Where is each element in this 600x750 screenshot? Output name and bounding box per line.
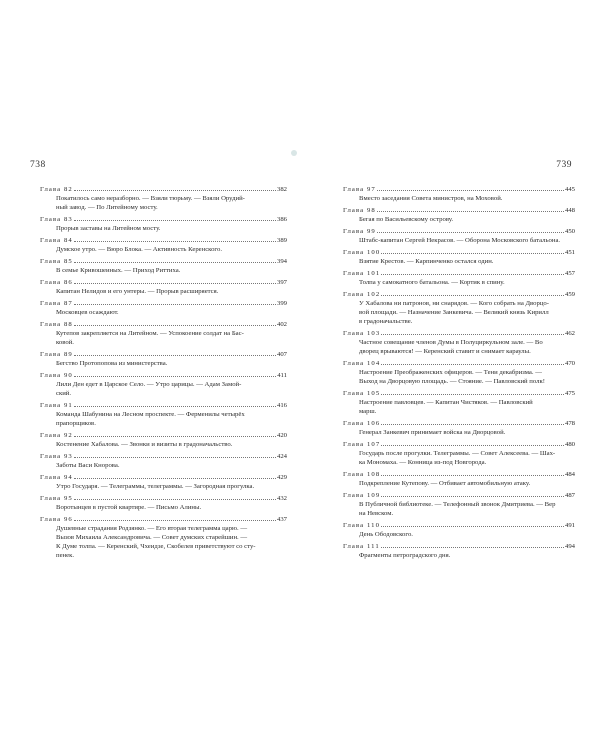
summary-line: Настроение павловцев. — Капитан Чистяков. — Павловский <box>359 399 533 406</box>
chapter-page-number: 451 <box>564 249 575 256</box>
chapter-page-number: 402 <box>276 321 287 328</box>
dot-leader <box>74 319 276 326</box>
chapter-summary <box>343 551 575 560</box>
toc-entry <box>40 235 287 254</box>
dot-leader <box>74 214 276 221</box>
toc-entry <box>343 490 575 518</box>
chapter-title: Глава 99 <box>343 228 376 235</box>
chapter-title: Глава 100 <box>343 249 381 256</box>
chapter-page-number: 450 <box>564 228 575 235</box>
chapter-summary <box>343 500 575 518</box>
toc-entry <box>40 370 287 398</box>
summary-line: Генерал Занкевич принимает войска на Дворцовой. <box>359 429 506 436</box>
toc-entry <box>343 328 575 356</box>
chapter-page-number: 457 <box>564 270 575 277</box>
chapter-heading <box>40 235 287 245</box>
chapter-summary <box>343 338 575 356</box>
toc-entry <box>40 256 287 275</box>
toc-entry <box>343 541 575 560</box>
chapter-heading <box>40 298 287 308</box>
summary-line: прапорщиков. <box>56 420 96 427</box>
chapter-heading <box>343 520 575 530</box>
chapter-title: Глава 90 <box>40 372 73 379</box>
chapter-page-number: 432 <box>276 495 287 502</box>
chapter-title: Глава 103 <box>343 330 381 337</box>
summary-line: Лили Ден едет в Царское Село. — Утро царицы. — Адам Замой- <box>56 381 242 388</box>
dot-leader <box>381 388 564 395</box>
summary-line: Утро Государя. — Телеграммы, телеграммы. — Загородная прогулка. <box>56 483 255 490</box>
summary-line: Государь после прогулки. Телеграммы. — Совет Алексеева. — Шах- <box>359 450 556 457</box>
chapter-summary <box>40 503 287 512</box>
left-toc-column <box>40 184 287 562</box>
chapter-heading <box>40 349 287 359</box>
chapter-page-number: 399 <box>276 300 287 307</box>
chapter-summary <box>40 329 287 347</box>
chapter-heading <box>343 388 575 398</box>
summary-line: Вызов Михаила Александровича. — Совет думских старейшин. — <box>56 534 248 541</box>
summary-line: Душевные страдания Родзянко. — Его вторая телеграмма царю. — <box>56 525 248 532</box>
summary-line: вой площади. — Назначение Занкевича. — Великий князь Кирилл <box>359 309 549 316</box>
summary-line: В Публичной библиотеке. — Телефонный звонок Дмитриева. — Вер <box>359 501 556 508</box>
dot-leader <box>74 277 276 284</box>
chapter-page-number: 484 <box>564 471 575 478</box>
chapter-heading <box>343 328 575 338</box>
chapter-title: Глава 108 <box>343 471 381 478</box>
chapter-heading <box>343 268 575 278</box>
chapter-summary <box>343 368 575 386</box>
toc-entry <box>40 514 287 560</box>
chapter-heading <box>343 358 575 368</box>
chapter-summary <box>40 380 287 398</box>
chapter-title: Глава 88 <box>40 321 73 328</box>
chapter-page-number: 411 <box>277 372 287 379</box>
summary-line: Команда Шабунина на Лесном проспекте. — Ферменилы четырёх <box>56 411 245 418</box>
chapter-heading <box>40 319 287 329</box>
toc-entry <box>343 226 575 245</box>
chapter-heading <box>343 226 575 236</box>
chapter-heading <box>343 289 575 299</box>
chapter-page-number: 437 <box>276 516 287 523</box>
chapter-page-number: 487 <box>564 492 575 499</box>
chapter-title: Глава 110 <box>343 522 381 529</box>
chapter-title: Глава 98 <box>343 207 376 214</box>
chapter-page-number: 462 <box>564 330 575 337</box>
chapter-heading <box>40 370 287 380</box>
summary-line: дворец врываются! — Керенский ставит и снимает караулы. <box>359 348 531 355</box>
chapter-summary <box>40 410 287 428</box>
chapter-page-number: 448 <box>564 207 575 214</box>
chapter-title: Глава 87 <box>40 300 73 307</box>
chapter-summary <box>343 479 575 488</box>
chapter-heading <box>40 493 287 503</box>
chapter-summary <box>343 194 575 203</box>
chapter-summary <box>40 266 287 275</box>
summary-line: Воротынцев в пустой квартире. — Письмо Алины. <box>56 504 202 511</box>
chapter-heading <box>40 430 287 440</box>
summary-line: Прорыв заставы на Литейном мосту. <box>56 225 161 232</box>
dot-leader <box>74 349 276 356</box>
summary-line: ный завод. — По Литейному мосту. <box>56 204 158 211</box>
chapter-heading <box>40 256 287 266</box>
chapter-heading <box>40 451 287 461</box>
chapter-summary <box>343 215 575 224</box>
chapter-page-number: 407 <box>276 351 287 358</box>
chapter-heading <box>40 277 287 287</box>
toc-entry <box>343 247 575 266</box>
dot-leader <box>74 184 276 191</box>
chapter-summary <box>343 398 575 416</box>
chapter-title: Глава 106 <box>343 420 381 427</box>
toc-entry <box>343 388 575 416</box>
chapter-page-number: 491 <box>564 522 575 529</box>
chapter-heading <box>40 214 287 224</box>
summary-line: на Невском. <box>359 510 394 517</box>
dot-leader <box>74 370 276 377</box>
chapter-title: Глава 105 <box>343 390 381 397</box>
toc-entry <box>343 268 575 287</box>
summary-line: У Хабалова ни патронов, ни снарядов. — Кого собрать на Дворцо- <box>359 300 550 307</box>
summary-line: Капитан Нелидов и его унтеры. — Прорыв расширяется. <box>56 288 219 295</box>
summary-line: ковой. <box>56 339 74 346</box>
chapter-summary <box>343 449 575 467</box>
chapter-title: Глава 104 <box>343 360 381 367</box>
summary-line: Вместо заседания Совета министров, на Моховой. <box>359 195 503 202</box>
right-page-number: 739 <box>556 160 572 170</box>
chapter-title: Глава 89 <box>40 351 73 358</box>
toc-entry <box>40 400 287 428</box>
dot-leader <box>377 226 564 233</box>
chapter-page-number: 480 <box>564 441 575 448</box>
summary-line: Костенение Хабалова. — Звонки и визиты в градоначальство. <box>56 441 233 448</box>
summary-line: Толпа у самокатного батальона. — Кортик в спину. <box>359 279 505 286</box>
summary-line: марш. <box>359 408 377 415</box>
chapter-summary <box>40 359 287 368</box>
chapter-page-number: 389 <box>276 237 287 244</box>
toc-entry <box>40 430 287 449</box>
chapter-heading <box>343 439 575 449</box>
chapter-page-number: 494 <box>564 543 575 550</box>
toc-entry <box>343 184 575 203</box>
chapter-title: Глава 102 <box>343 291 381 298</box>
dot-leader <box>381 289 564 296</box>
chapter-heading <box>343 247 575 257</box>
dot-leader <box>381 541 564 548</box>
chapter-heading <box>343 541 575 551</box>
chapter-summary <box>343 257 575 266</box>
summary-line: Заботы Васи Кнорова. <box>56 462 120 469</box>
chapter-page-number: 416 <box>276 402 287 409</box>
toc-entry <box>343 520 575 539</box>
chapter-summary <box>40 194 287 212</box>
summary-line: пенек. <box>56 552 75 559</box>
chapter-title: Глава 95 <box>40 495 73 502</box>
summary-line: Штабс-капитан Сергей Некрасов. — Оборона Московского батальона. <box>359 237 561 244</box>
dot-leader <box>74 451 276 458</box>
chapter-summary <box>40 224 287 233</box>
chapter-title: Глава 96 <box>40 516 73 523</box>
toc-entry <box>40 451 287 470</box>
toc-entry <box>40 184 287 212</box>
dot-leader <box>381 268 564 275</box>
chapter-summary <box>343 299 575 326</box>
chapter-summary <box>40 524 287 560</box>
chapter-summary <box>40 245 287 254</box>
chapter-page-number: 397 <box>276 279 287 286</box>
chapter-summary <box>343 236 575 245</box>
summary-line: в градоначальстве. <box>359 318 413 325</box>
chapter-page-number: 386 <box>276 216 287 223</box>
dot-leader <box>74 472 276 479</box>
chapter-page-number: 470 <box>564 360 575 367</box>
toc-entry <box>40 319 287 347</box>
chapter-title: Глава 82 <box>40 186 73 193</box>
left-page-number: 738 <box>30 160 46 170</box>
summary-line: День Ободовского. <box>359 531 413 538</box>
chapter-page-number: 478 <box>564 420 575 427</box>
summary-line: Московцев осаждают. <box>56 309 119 316</box>
chapter-title: Глава 93 <box>40 453 73 460</box>
summary-line: Бегство Протопопова из министерства. <box>56 360 168 367</box>
dot-leader <box>381 328 564 335</box>
chapter-title: Глава 111 <box>343 543 380 550</box>
chapter-title: Глава 97 <box>343 186 376 193</box>
right-toc-column <box>343 184 575 562</box>
chapter-page-number: 429 <box>276 474 287 481</box>
toc-entry <box>343 439 575 467</box>
summary-line: Думское утро. — Вюро Блока. — Активность Керенского. <box>56 246 223 253</box>
chapter-summary <box>40 461 287 470</box>
chapter-heading <box>343 469 575 479</box>
toc-entry <box>343 418 575 437</box>
dot-leader <box>74 235 276 242</box>
summary-line: ка Мономаха. — Конница из-под Новгорода. <box>359 459 487 466</box>
chapter-summary <box>343 428 575 437</box>
summary-line: Подкрепление Кутепову. — Отбивает автомобильную атаку. <box>359 480 531 487</box>
summary-line: В семье Кривошеиных. — Приход Риттиха. <box>56 267 181 274</box>
summary-line: Взятие Крестов. — Карпинченко остался один. <box>359 258 494 265</box>
dot-leader <box>74 400 276 407</box>
chapter-summary <box>40 482 287 491</box>
chapter-heading <box>343 418 575 428</box>
toc-entry <box>343 205 575 224</box>
dot-leader <box>381 247 564 254</box>
chapter-heading <box>40 472 287 482</box>
toc-entry <box>343 358 575 386</box>
toc-entry <box>40 214 287 233</box>
chapter-title: Глава 109 <box>343 492 381 499</box>
summary-line: Бегая по Васильевскому острову. <box>359 216 454 223</box>
chapter-summary <box>40 287 287 296</box>
dot-leader <box>381 358 564 365</box>
chapter-title: Глава 86 <box>40 279 73 286</box>
summary-line: Покатилось само неразборно. — Взяли тюрьму. — Взяли Орудий- <box>56 195 245 202</box>
toc-entry <box>40 277 287 296</box>
chapter-page-number: 424 <box>276 453 287 460</box>
dot-leader <box>381 520 564 527</box>
chapter-summary <box>40 308 287 317</box>
chapter-heading <box>40 514 287 524</box>
toc-entry <box>40 472 287 491</box>
summary-line: ский. <box>56 390 72 397</box>
dot-leader <box>381 418 564 425</box>
chapter-summary <box>343 530 575 539</box>
chapter-summary <box>40 440 287 449</box>
chapter-title: Глава 94 <box>40 474 73 481</box>
toc-entry <box>40 298 287 317</box>
toc-entry <box>40 349 287 368</box>
chapter-page-number: 475 <box>564 390 575 397</box>
dot-leader <box>381 439 564 446</box>
dot-leader <box>377 205 564 212</box>
chapter-page-number: 445 <box>564 186 575 193</box>
gutter-mark <box>291 150 297 156</box>
toc-entry <box>40 493 287 512</box>
dot-leader <box>74 514 276 521</box>
chapter-title: Глава 107 <box>343 441 381 448</box>
chapter-page-number: 420 <box>276 432 287 439</box>
summary-line: Кутепов закрепляется на Литейном. — Успокоение солдат на Бас- <box>56 330 244 337</box>
chapter-title: Глава 92 <box>40 432 73 439</box>
summary-line: К Думе толпа. — Керенский, Чхеидзе, Скобелев приветствуют со сту- <box>56 543 256 550</box>
chapter-heading <box>343 184 575 194</box>
toc-entry <box>343 289 575 326</box>
chapter-title: Глава 83 <box>40 216 73 223</box>
chapter-page-number: 382 <box>276 186 287 193</box>
summary-line: Настроение Преображенских офицеров. — Тени декабризма. — <box>359 369 542 376</box>
chapter-summary <box>343 278 575 287</box>
dot-leader <box>74 430 276 437</box>
chapter-title: Глава 84 <box>40 237 73 244</box>
chapter-title: Глава 101 <box>343 270 381 277</box>
summary-line: Выход на Дворцовую площадь. — Стояние. — Павловский полк! <box>359 378 545 385</box>
chapter-page-number: 459 <box>564 291 575 298</box>
dot-leader <box>74 256 276 263</box>
dot-leader <box>74 298 276 305</box>
chapter-heading <box>343 490 575 500</box>
summary-line: Частное совещание членов Думы в Полуциркульном зале. — Во <box>359 339 543 346</box>
summary-line: Фрагменты петроградского дня. <box>359 552 451 559</box>
chapter-title: Глава 85 <box>40 258 73 265</box>
dot-leader <box>381 490 564 497</box>
chapter-heading <box>343 205 575 215</box>
dot-leader <box>74 493 276 500</box>
dot-leader <box>377 184 564 191</box>
dot-leader <box>381 469 564 476</box>
chapter-title: Глава 91 <box>40 402 73 409</box>
toc-entry <box>343 469 575 488</box>
chapter-page-number: 394 <box>276 258 287 265</box>
chapter-heading <box>40 400 287 410</box>
chapter-heading <box>40 184 287 194</box>
